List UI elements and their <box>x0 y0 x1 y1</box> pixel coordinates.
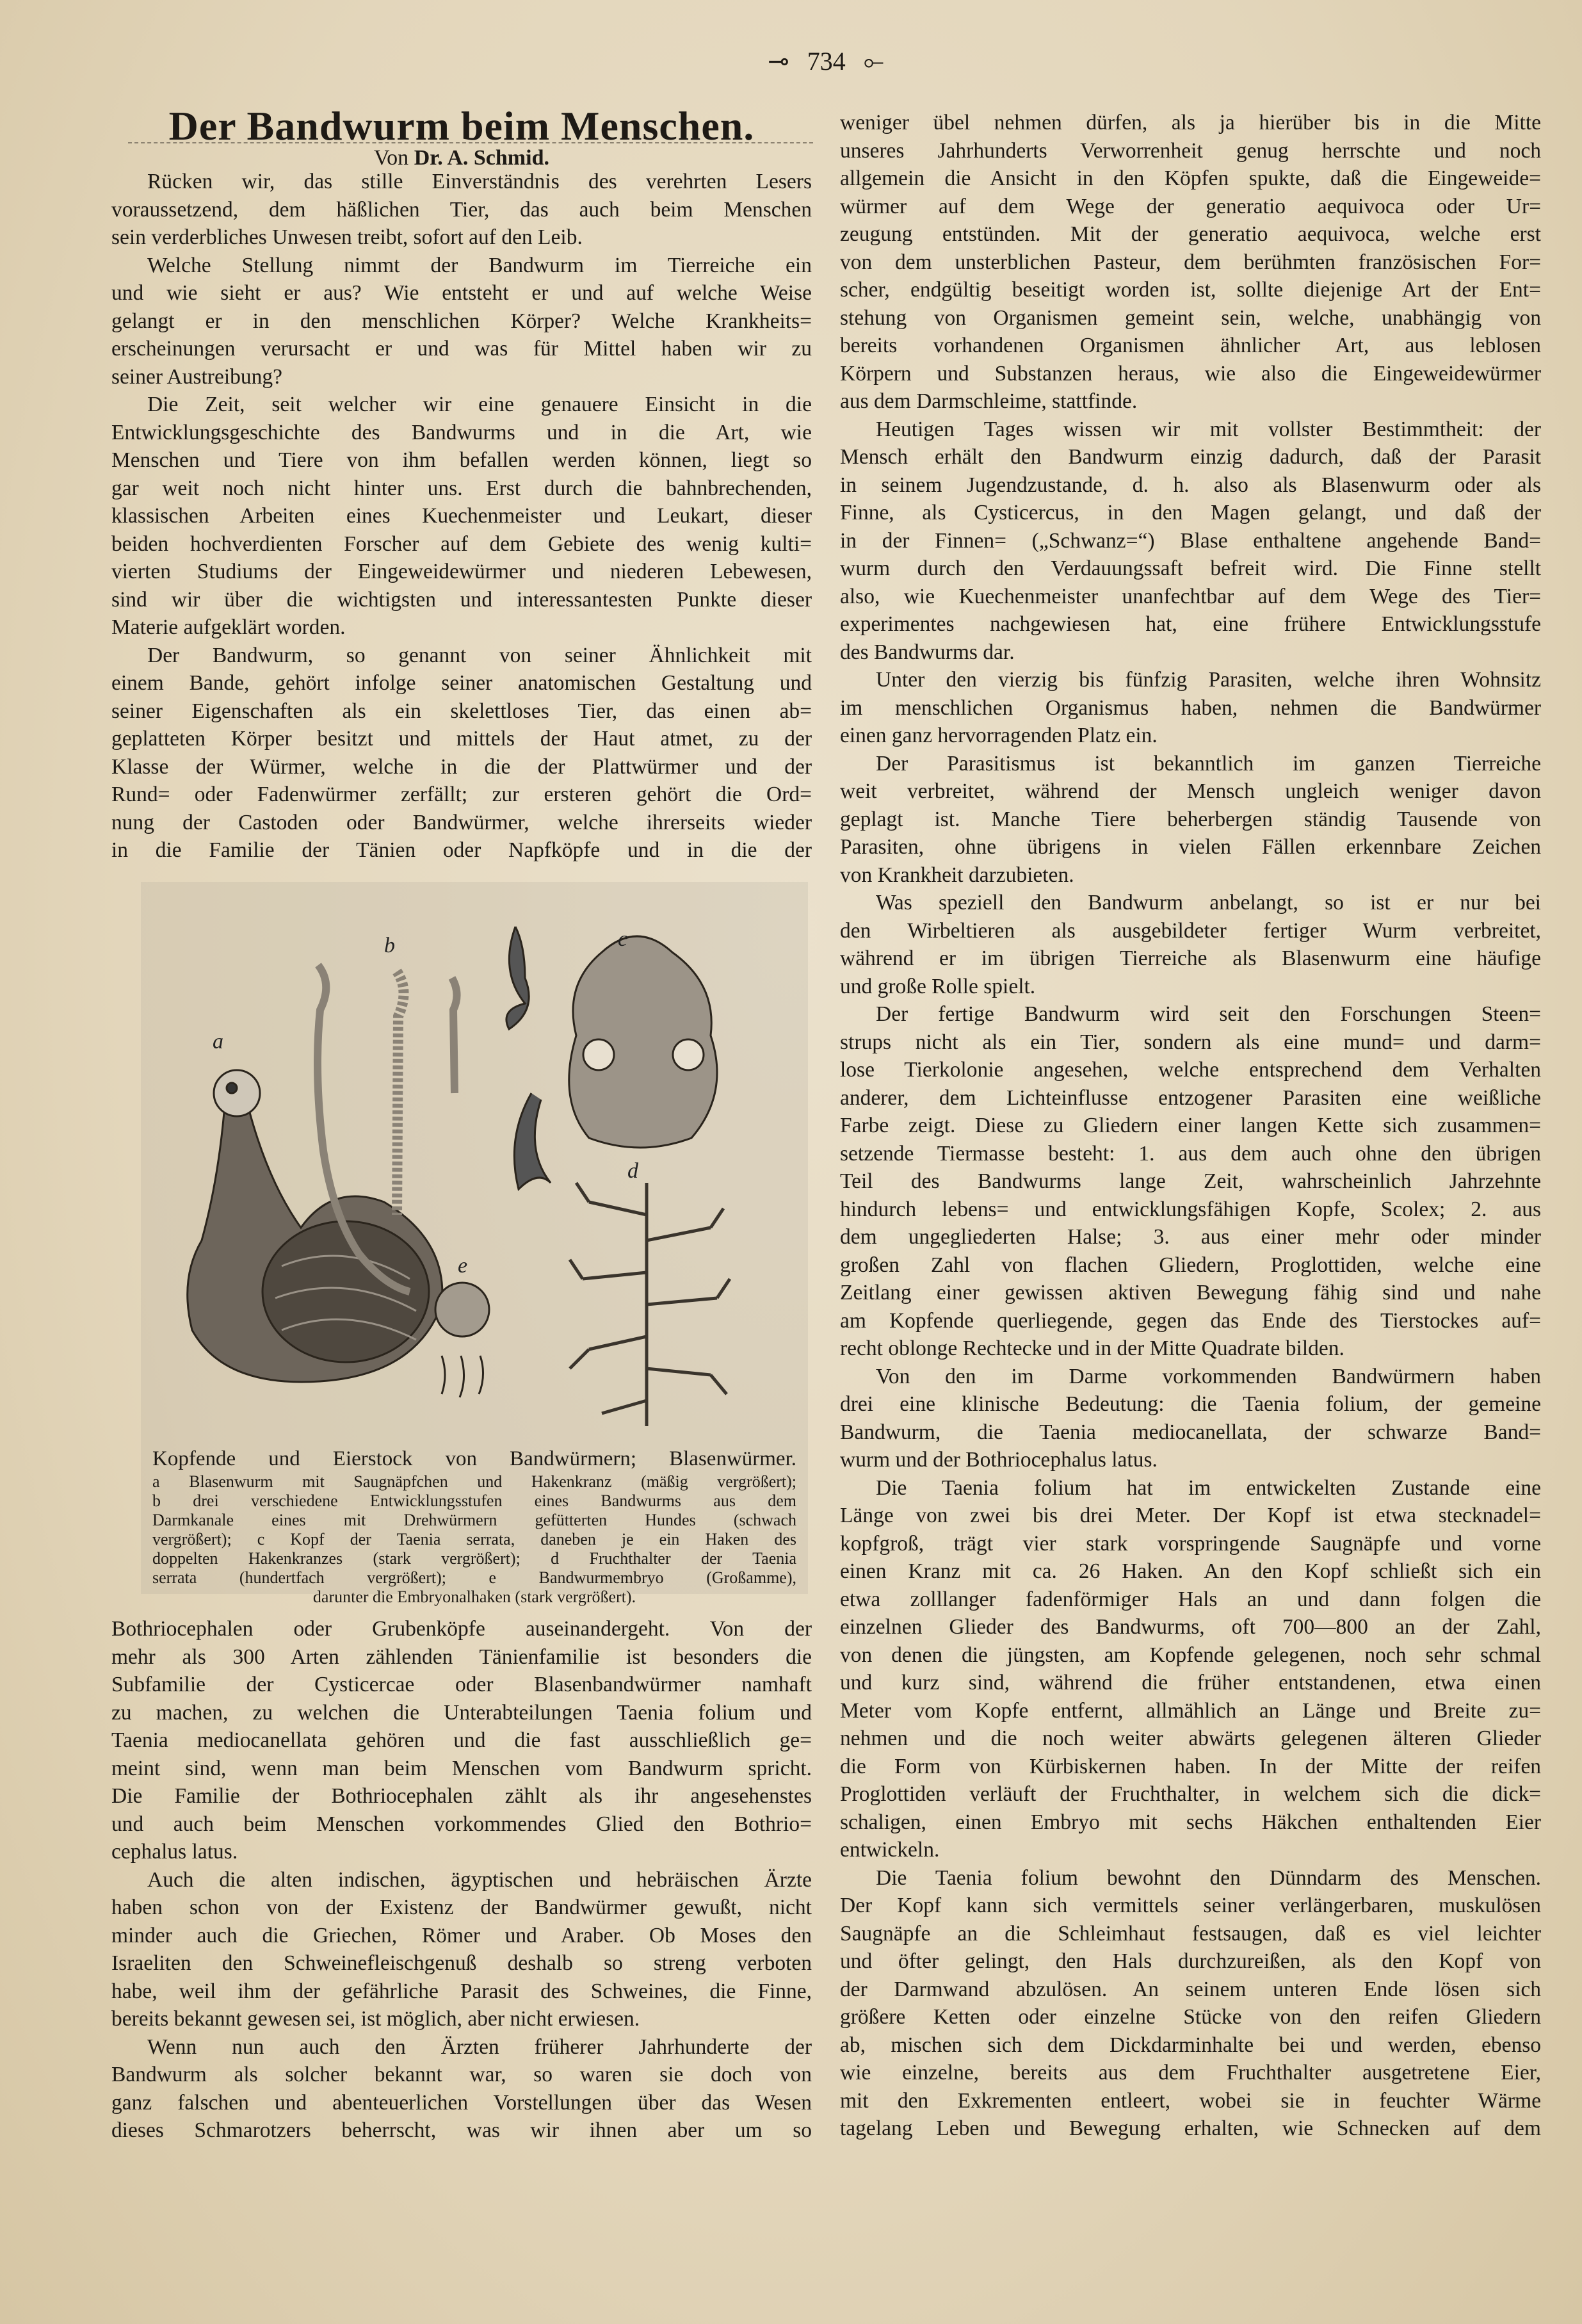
text-line: seiner Eigenschaften als ein skelettloses Tier, das einen ab= <box>111 699 812 723</box>
figure-d-fruit-holder <box>570 1183 730 1426</box>
text-line: minder auch die Griechen, Römer und Araber. Ob Moses den <box>111 1923 812 1947</box>
text-line: lose Tierkolonie angesehen, welche entsprechend dem Verhalten <box>840 1058 1541 1082</box>
text-line: Teil des Bandwurms lange Zeit, wahrscheinlich Jahrzehnte <box>840 1169 1541 1193</box>
text-line: in der Finnen= („Schwanz=“) Blase enthaltene angehende Band= <box>840 528 1541 553</box>
text-line: Von den im Darme vorkommenden Bandwürmern haben <box>876 1364 1541 1388</box>
text-line: habe, weil ihm der gefährliche Parasit des Schweines, die Finne, <box>111 1979 812 2003</box>
figure-label-b: b <box>384 934 395 957</box>
text-line: Unter den vierzig bis fünfzig Parasiten, welche ihren Wohnsitz <box>876 668 1541 692</box>
text-line: und öfter gelingt, den Hals durchzureißen, als den Kopf von <box>840 1949 1541 1973</box>
text-line: einzelnen Glieder des Bandwurms, oft 700—800 an der Zahl, <box>840 1615 1541 1639</box>
key-ornament-right-icon: ⟜ <box>863 47 884 76</box>
text-line: Saugnäpfe an die Schleimhaut festsaugen, daß es viel leichter <box>840 1921 1541 1946</box>
text-line: allgemein die Ansicht in den Köpfen spukte, daß die Eingeweide= <box>840 167 1541 190</box>
text-line: Der Bandwurm, so genannt von seiner Ähnlichkeit mit <box>147 643 812 667</box>
text-line: tagelang Leben und Bewegung erhalten, wie Schnecken auf dem <box>840 2117 1541 2140</box>
text-line: Israeliten den Schweinefleischgenuß deshalb so streng verboten <box>111 1951 812 1975</box>
text-line: bereits vorhandenen Organismen ähnlicher Art, aus leblosen <box>840 334 1541 357</box>
text-line: Der Parasitismus ist bekanntlich im ganzen Tierreiche <box>876 751 1541 776</box>
text-line: experimentes nachgewiesen hat, eine frühere Entwicklungsstufe <box>840 612 1541 636</box>
text-line: weniger übel nehmen dürfen, als ja hierüber bis in die Mitte <box>840 111 1541 134</box>
figure-a-head <box>214 1070 260 1116</box>
text-line: der Darmwand abzulösen. An seinem unteren Ende lösen sich <box>840 1977 1541 2001</box>
title-rule <box>128 142 813 143</box>
caption-line: darunter die Embryonalhaken (stark vergrößert). <box>312 1588 636 1606</box>
text-line: Subfamilie der Cysticercae oder Blasenbandwürmer namhaft <box>111 1673 812 1696</box>
figure-b-worm-3 <box>452 978 457 1093</box>
text-line: drei eine klinische Bedeutung: die Taenia folium, der gemeine <box>840 1392 1541 1416</box>
text-line: Parasiten, ohne übrigens in vielen Fällen erkennbare Zeichen <box>840 835 1541 859</box>
text-line: während er im übrigen Tierreiche als Blasenwurm eine häufige <box>840 947 1541 970</box>
text-line: voraussetzend, dem häßlichen Tier, das auch beim Menschen <box>111 197 812 222</box>
left-column-top <box>111 168 812 865</box>
text-line: Wenn nun auch den Ärzten früherer Jahrhunderte der <box>147 2035 812 2059</box>
figure <box>141 882 808 1606</box>
text-line: Menschen und Tiere von ihm befallen werden können, liegt so <box>111 448 812 472</box>
text-line: nung der Castoden oder Bandwürmer, welche ihrerseits wieder <box>111 810 812 834</box>
text-line: Mensch erhält den Bandwurm einzig dadurch, daß der Parasit <box>840 445 1541 469</box>
text-line: zeugung entstünden. Mit der generatio aequivoca, welche erst <box>840 222 1541 246</box>
text-line: Proglottiden verläuft der Fruchthalter, in welchem sich die dick= <box>840 1782 1541 1806</box>
figure-caption <box>152 1445 796 1607</box>
text-line: gelangt er in den menschlichen Körper? Welche Krankheits= <box>111 309 812 333</box>
text-line: ab, mischen sich dem Dickdarminhalte bei und werden, ebenso <box>840 2033 1541 2057</box>
text-line: am Kopfende querliegende, gegen das Ende des Tierstockes auf= <box>840 1308 1541 1333</box>
text-line: wie einzelne, bereits aus dem Fruchthalter ausgetretene Eier, <box>840 2061 1541 2084</box>
text-line: strups nicht als ein Tier, sondern als eine mund= und darm= <box>840 1030 1541 1054</box>
tapeworm-illustration <box>141 882 808 1445</box>
text-line: recht oblonge Rechtecke und in der Mitte Quadrate bilden. <box>840 1337 1344 1360</box>
text-line: unseres Jahrhunderts Verworrenheit genug herrschte und noch <box>840 138 1541 163</box>
byline-prefix: Von <box>374 146 409 170</box>
figure-label-c: c <box>618 927 628 951</box>
text-line: setzende Tiermasse besteht: 1. aus dem auch ohne den übrigen <box>840 1141 1541 1166</box>
text-line: in seinem Jugendzustande, d. h. also als Blasenwurm oder als <box>840 473 1541 497</box>
text-line: dem ungegliederten Halse; 3. aus einer mehr oder minder <box>840 1225 1541 1249</box>
text-line: erscheinungen verursacht er und was für Mittel haben wir zu <box>111 337 812 361</box>
text-line: ganz falschen und abenteuerlichen Vorstellungen über das Wesen <box>111 2090 812 2115</box>
text-line: aus dem Darmschleime, stattfinde. <box>840 389 1138 413</box>
text-line: Meter vom Kopfe entfernt, allmählich an Länge und Breite zu= <box>840 1698 1541 1723</box>
text-line: Länge von zwei bis drei Meter. Der Kopf ist etwa stecknadel= <box>840 1504 1541 1527</box>
author-name: Dr. A. Schmid. <box>414 146 549 170</box>
text-line: Bothriocephalen oder Grubenköpfe auseinandergeht. Von der <box>111 1617 812 1641</box>
text-line: wurm durch den Verdauungssaft befreit wird. Die Finne stellt <box>840 557 1541 580</box>
text-line: cephalus latus. <box>111 1840 238 1864</box>
text-line: etwa zolllanger fadenförmiger Hals an und dann folgen die <box>840 1587 1541 1611</box>
text-line: von Krankheit darzubieten. <box>840 863 1074 887</box>
figure-e-embryo <box>435 1283 489 1337</box>
text-line: weit verbreitet, während der Mensch ungleich weniger davon <box>840 779 1541 803</box>
right-column <box>840 109 1541 2143</box>
text-line: sind wir über die wichtigsten und interessantesten Punkte dieser <box>111 587 812 612</box>
text-line: Die Taenia folium bewohnt den Dünndarm des Menschen. <box>876 1865 1541 1890</box>
caption-line: serrata (hundertfach vergrößert); e Bandwurmembryo (Großamme), <box>152 1568 796 1587</box>
caption-line: b drei verschiedene Entwicklungsstufen eines Bandwurms aus dem <box>152 1491 796 1510</box>
text-line: bereits bekannt gewesen sei, ist möglich, aber nicht erwiesen. <box>111 2007 640 2031</box>
article-title: Der Bandwurm beim Menschen. <box>168 103 755 149</box>
page-number: 734 <box>807 47 846 76</box>
figure-c-hook-2 <box>514 1093 551 1189</box>
key-ornament-left-icon: ⊸ <box>768 47 789 76</box>
text-line: Entwicklungsgeschichte des Bandwurms und in die Art, wie <box>111 420 812 444</box>
text-line: Was speziell den Bandwurm anbelangt, so ist er nur bei <box>876 891 1541 914</box>
text-line: Taenia mediocanellata gehören und die fast ausschließlich ge= <box>111 1728 812 1752</box>
text-line: Heutigen Tages wissen wir mit vollster Bestimmtheit: der <box>876 417 1541 441</box>
figure-label-a: a <box>213 1030 223 1053</box>
text-line: Körpern und Substanzen heraus, wie also die Eingeweidewürmer <box>840 361 1541 386</box>
text-line: meint sind, wenn man beim Menschen vom Bandwurm spricht. <box>111 1756 812 1780</box>
text-line: Bandwurm, die Taenia mediocanellata, der schwarze Band= <box>840 1420 1541 1444</box>
text-line: Die Taenia folium hat im entwickelten Zustande eine <box>876 1475 1541 1500</box>
figure-label-d: d <box>627 1159 638 1183</box>
text-line: kopfgroß, trägt vier stark vorspringende Saugnäpfe und vorne <box>840 1531 1541 1556</box>
text-line: hindurch lebens= und entwicklungsfähigen Kopfe, Scolex; 2. aus <box>840 1197 1541 1221</box>
left-column-bottom <box>111 1615 812 2145</box>
text-line: entwickeln. <box>840 1838 940 1862</box>
byline <box>111 146 812 170</box>
caption-title: Kopfende und Eierstock von Bandwürmern; Blasenwürmer. <box>152 1447 796 1470</box>
text-line: und wie sieht er aus? Wie entsteht er und auf welche Weise <box>111 281 812 305</box>
text-line: Finne, als Cysticercus, in den Magen gelangt, und daß der <box>840 501 1541 524</box>
text-line: Rücken wir, das stille Einverständnis des verehrten Lesers <box>147 170 812 193</box>
caption-line: doppelten Hakenkranzes (stark vergrößert); d Fruchthalter der Taenia <box>152 1549 796 1568</box>
text-line: mehr als 300 Arten zählenden Tänienfamilie ist besonders die <box>111 1645 812 1669</box>
text-line: und auch beim Menschen vorkommendes Glied den Bothrio= <box>111 1812 812 1836</box>
text-line: vierten Studiums der Eingeweidewürmer und niederen Lebewesen, <box>111 560 812 583</box>
caption-line: vergrößert); c Kopf der Taenia serrata, daneben je ein Haken des <box>152 1530 796 1548</box>
text-line: des Bandwurms dar. <box>840 640 1015 664</box>
text-line: also, wie Kuechenmeister unanfechtbar auf dem Wege des Tier= <box>840 584 1541 608</box>
text-line: wurm und der Bothriocephalus latus. <box>840 1448 1158 1472</box>
text-line: beiden hochverdienten Forscher auf dem Gebiete des wenig kulti= <box>111 532 812 556</box>
text-line: die Form von Kürbiskernen haben. In der Mitte der reifen <box>840 1754 1541 1778</box>
text-line: größere Ketten oder einzelne Stücke von den reifen Gliedern <box>840 2005 1541 2029</box>
text-line: den Wirbeltieren als ausgebildeter fertiger Wurm verbreitet, <box>840 918 1541 943</box>
text-line: würmer auf dem Wege der generatio aequivoca oder Ur= <box>840 194 1541 218</box>
text-line: in die Familie der Tänien oder Napfköpfe und in die der <box>111 838 812 862</box>
text-line: Farbe zeigt. Diese zu Gliedern einer langen Kette sich zusammen= <box>840 1114 1541 1137</box>
text-line: großen Zahl von flachen Gliedern, Proglottiden, welche eine <box>840 1253 1541 1277</box>
text-line: seiner Austreibung? <box>111 364 283 389</box>
text-line: Rund= oder Fadenwürmer zerfällt; zur ersteren gehört die Ord= <box>111 783 812 806</box>
text-line: einen ganz hervorragenden Platz ein. <box>840 724 1158 747</box>
text-line: Klasse der Würmer, welche in die der Plattwürmer und der <box>111 754 812 779</box>
text-line: stehung von Organismen gemeint sein, welche, unabhängig von <box>840 305 1541 330</box>
figure-b-worm-2 <box>397 971 404 1215</box>
text-line: Die Zeit, seit welcher wir eine genauere Einsicht in die <box>147 393 812 416</box>
text-line: von denen die jüngsten, am Kopfende gelegenen, noch sehr schmal <box>840 1643 1541 1667</box>
text-line: Auch die alten indischen, ägyptischen und hebräischen Ärzte <box>147 1867 812 1892</box>
page-number-header <box>736 46 916 76</box>
text-line: einen Kranz mit ca. 26 Haken. An den Kopf schließt sich ein <box>840 1559 1541 1583</box>
text-line: geplagt ist. Manche Tiere beherbergen ständig Tausende von <box>840 807 1541 831</box>
text-line: von dem unsterblichen Pasteur, dem berühmten französischen For= <box>840 250 1541 274</box>
figure-label-e: e <box>458 1254 468 1278</box>
caption-line: a Blasenwurm mit Saugnäpfchen und Hakenkranz (mäßig vergrößert); <box>152 1472 796 1491</box>
text-line: anderer, dem Lichteinflusse entzogener Parasiten eine weißliche <box>840 1085 1541 1110</box>
text-line: klassischen Arbeiten eines Kuechenmeister und Leukart, dieser <box>111 504 812 528</box>
text-line: schaligen, einen Embryo mit sechs Häkchen enthaltenden Eier <box>840 1810 1541 1834</box>
text-line: Bandwurm als solcher bekannt war, so waren sie doch von <box>111 2063 812 2086</box>
text-line: nehmen und die noch weiter abwärts gelegenen älteren Glieder <box>840 1727 1541 1750</box>
text-line: Die Familie der Bothriocephalen zählt als ihr angesehenstes <box>111 1784 812 1808</box>
text-line: gar weit noch nicht hinter uns. Erst durch die bahnbrechenden, <box>111 476 812 500</box>
text-line: Welche Stellung nimmt der Bandwurm im Tierreiche ein <box>147 253 812 277</box>
text-line: und kurz sind, während die früher entstandenen, etwa einen <box>840 1671 1541 1694</box>
text-line: Der fertige Bandwurm wird seit den Forschungen Steen= <box>876 1002 1541 1026</box>
text-line: mit den Exkrementen entleert, wobei sie in feuchter Wärme <box>840 2088 1541 2113</box>
text-line: dieses Schmarotzers beherrscht, was wir ihnen aber um so <box>111 2118 812 2142</box>
text-line: im menschlichen Organismus haben, nehmen die Bandwürmer <box>840 695 1541 720</box>
text-line: und große Rolle spielt. <box>840 974 1036 998</box>
caption-line: Darmkanale eines mit Drehwürmern gefütterten Hundes (schwach <box>152 1511 796 1529</box>
figure-e-embryo-hooks <box>442 1356 483 1397</box>
text-line: Materie aufgeklärt worden. <box>111 615 346 639</box>
text-line: einem Bande, gehört infolge seiner anatomischen Gestaltung und <box>111 671 812 695</box>
text-line: geplatteten Körper besitzt und mittels der Haut atmet, zu der <box>111 727 812 751</box>
figure-c-hook-1 <box>506 927 529 1029</box>
text-line: sein verderbliches Unwesen treibt, sofort auf den Leib. <box>111 225 583 249</box>
text-line: Zeitlang einer gewissen aktiven Bewegung fähig sind und nahe <box>840 1281 1541 1304</box>
text-line: zu machen, zu welchen die Unterabteilungen Taenia folium und <box>111 1700 812 1725</box>
text-line: scher, endgültig beseitigt worden ist, sollte diejenige Art der Ent= <box>840 278 1541 302</box>
text-line: Der Kopf kann sich vermittels seiner verlängerbaren, muskulösen <box>840 1894 1541 1917</box>
text-line: haben schon von der Existenz der Bandwürmer gewußt, nicht <box>111 1896 812 1919</box>
